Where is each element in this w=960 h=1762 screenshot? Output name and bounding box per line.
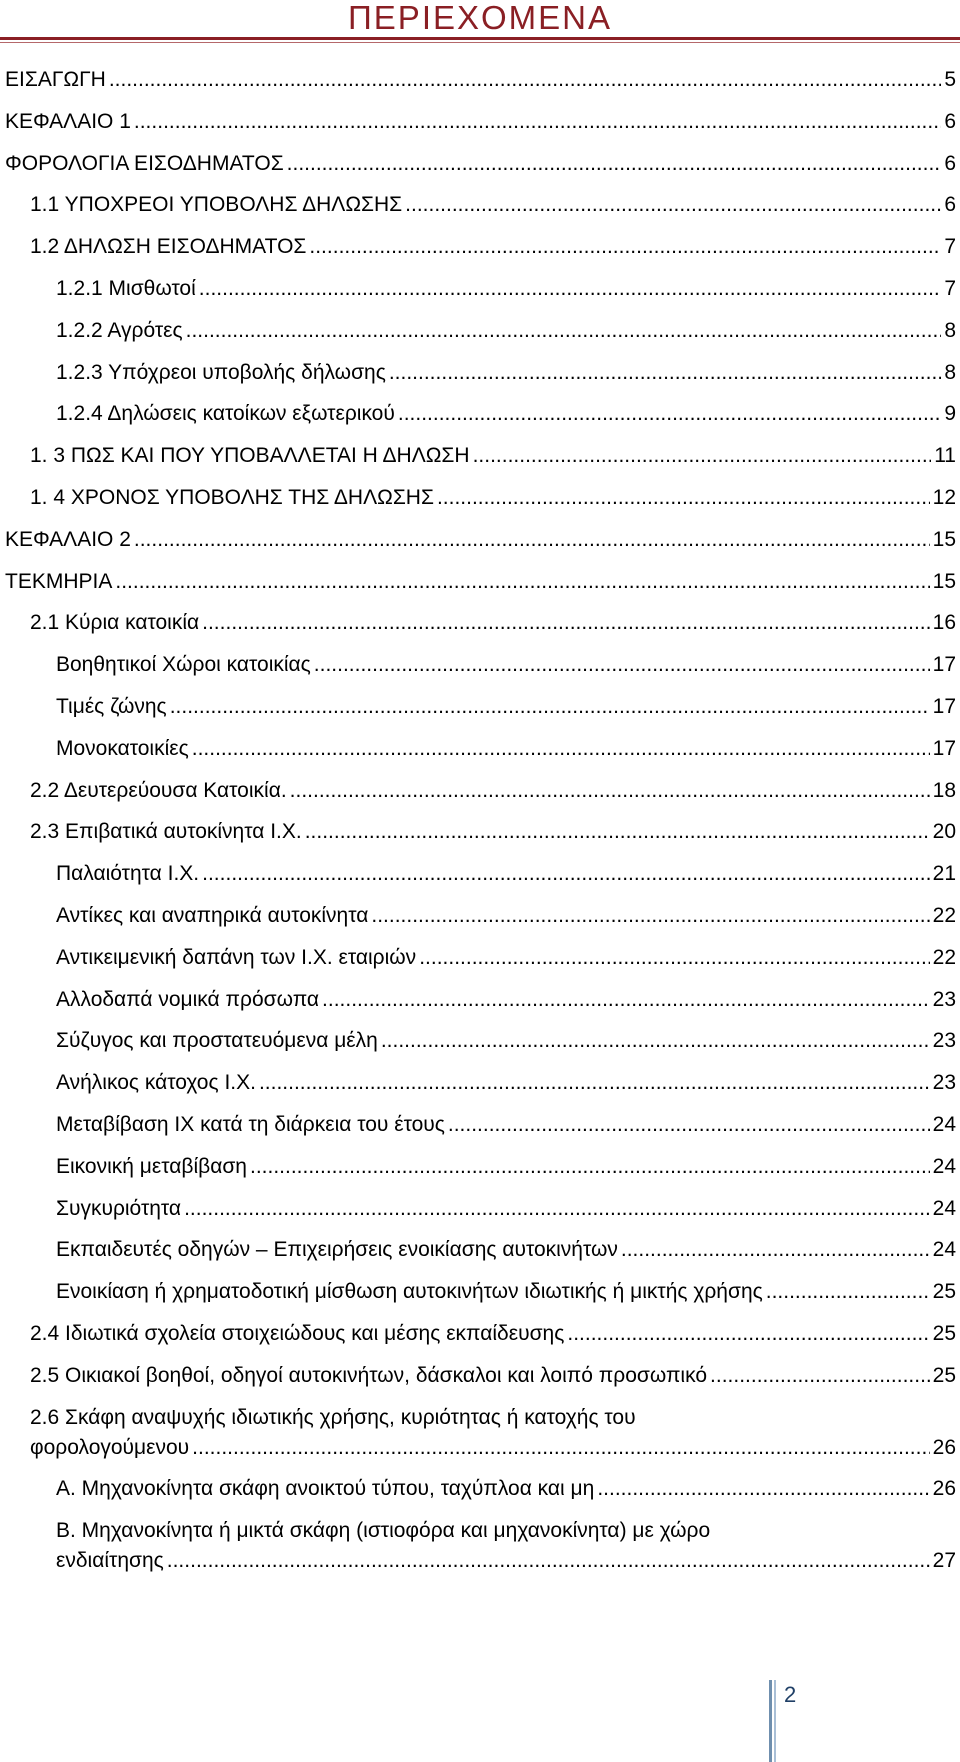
toc-entry-text: 2.2 Δευτερεύουσα Κατοικία. bbox=[30, 778, 287, 802]
dot-leader bbox=[405, 190, 941, 220]
toc-entry-page: 23 bbox=[932, 987, 956, 1011]
toc-entry[interactable] bbox=[5, 1152, 956, 1182]
toc-entry[interactable] bbox=[5, 1516, 956, 1576]
title-underline-thin bbox=[0, 42, 960, 43]
dot-leader bbox=[309, 232, 941, 262]
toc-entry-text: ΚΕΦΑΛΑΙΟ 2 bbox=[5, 527, 131, 551]
toc-entry-text: Τιμές ζώνης bbox=[56, 694, 167, 718]
toc-entry-page: 25 bbox=[932, 1321, 956, 1345]
toc-entry[interactable] bbox=[5, 1403, 956, 1463]
dot-leader bbox=[398, 399, 941, 429]
toc-entry[interactable] bbox=[5, 859, 956, 889]
dot-leader bbox=[437, 483, 930, 513]
table-of-contents bbox=[5, 65, 956, 1588]
toc-entry-page: 7 bbox=[944, 276, 956, 300]
toc-entry[interactable] bbox=[5, 776, 956, 806]
toc-entry-text: Αντικειμενική δαπάνη των Ι.Χ. εταιριών bbox=[56, 945, 417, 969]
toc-entry-page: 15 bbox=[932, 569, 956, 593]
dot-leader bbox=[766, 1277, 930, 1307]
toc-entry-page: 5 bbox=[944, 68, 956, 91]
toc-title: ΠΕΡΙΕΧΟΜΕΝΑ bbox=[347, 0, 613, 36]
dot-leader bbox=[186, 316, 942, 346]
toc-entry[interactable] bbox=[5, 1110, 956, 1140]
dot-leader bbox=[419, 943, 929, 973]
toc-entry-page: 8 bbox=[944, 318, 956, 342]
toc-entry-page: 20 bbox=[932, 820, 956, 844]
toc-entry[interactable] bbox=[5, 943, 956, 973]
toc-entry[interactable] bbox=[5, 1068, 956, 1098]
toc-entry-text: Α. Μηχανοκίνητα σκάφη ανοικτού τύπου, ταχύπλοα και μη bbox=[56, 1477, 595, 1501]
toc-entry-text: ΕΙΣΑΓΩΓΗ bbox=[5, 68, 106, 91]
toc-entry[interactable] bbox=[5, 817, 956, 847]
toc-entry-text: 2.1 Κύρια κατοικία bbox=[30, 611, 200, 635]
toc-entry[interactable] bbox=[5, 650, 956, 680]
toc-entry-page: 24 bbox=[932, 1154, 956, 1178]
toc-entry-text: 1. 4 ΧΡΟΝΟΣ ΥΠΟΒΟΛΗΣ ΤΗΣ ΔΗΛΩΣΗΣ bbox=[30, 485, 434, 509]
dot-leader bbox=[134, 107, 941, 137]
toc-entry-page: 25 bbox=[932, 1280, 956, 1304]
dot-leader bbox=[199, 274, 942, 304]
toc-entry-text: 2.4 Ιδιωτικά σχολεία στοιχειώδους και μέσης εκπαίδευσης bbox=[30, 1321, 565, 1345]
toc-entry-page: 27 bbox=[932, 1549, 956, 1573]
footer-bar bbox=[769, 1680, 772, 1762]
toc-entry-page: 6 bbox=[944, 109, 956, 133]
dot-leader bbox=[192, 1433, 929, 1463]
dot-leader bbox=[192, 734, 930, 764]
toc-entry-page: 18 bbox=[932, 778, 956, 802]
dot-leader bbox=[305, 817, 930, 847]
toc-entry[interactable] bbox=[5, 1361, 956, 1391]
toc-entry[interactable] bbox=[5, 399, 956, 429]
toc-entry-page: 11 bbox=[934, 444, 956, 468]
toc-entry-text: Μονοκατοικίες bbox=[56, 736, 189, 760]
dot-leader bbox=[109, 65, 941, 95]
toc-entry[interactable] bbox=[5, 901, 956, 931]
toc-entry-text-continued: φορολογούμενου bbox=[30, 1435, 190, 1459]
toc-entry-text: Συγκυριότητα bbox=[56, 1196, 182, 1220]
toc-entry[interactable] bbox=[5, 1235, 956, 1265]
toc-entry-text: Ενοικίαση ή χρηματοδοτική μίσθωση αυτοκινήτων ιδιωτικής ή μικτής χρήσης bbox=[56, 1280, 763, 1304]
toc-entry-text: 1.2.1 Μισθωτοί bbox=[56, 276, 196, 300]
dot-leader bbox=[597, 1474, 929, 1504]
toc-entry[interactable] bbox=[5, 358, 956, 388]
title-underline bbox=[0, 37, 960, 40]
toc-entry-page: 15 bbox=[932, 527, 956, 551]
toc-entry-text: Σύζυγος και προστατευόμενα μέλη bbox=[56, 1029, 378, 1053]
toc-entry[interactable] bbox=[5, 608, 956, 638]
toc-entry-text: 1.2.3 Υπόχρεοι υποβολής δήλωσης bbox=[56, 360, 386, 384]
dot-leader bbox=[371, 901, 929, 931]
dot-leader bbox=[287, 149, 942, 179]
toc-entry[interactable] bbox=[5, 734, 956, 764]
dot-leader bbox=[134, 525, 930, 555]
toc-entry-text: Παλαιότητα Ι.Χ. bbox=[56, 862, 200, 886]
dot-leader bbox=[115, 567, 929, 597]
toc-entry-text: Μεταβίβαση ΙΧ κατά τη διάρκεια του έτους bbox=[56, 1112, 445, 1136]
toc-entry-text: 2.5 Οικιακοί βοηθοί, οδηγοί αυτοκινήτων, δάσκαλοι και λοιπό προσωπικό bbox=[30, 1363, 708, 1387]
dot-leader bbox=[167, 1546, 930, 1576]
toc-entry[interactable] bbox=[5, 316, 956, 346]
toc-entry[interactable] bbox=[5, 1026, 956, 1056]
toc-entry-page: 24 bbox=[932, 1196, 956, 1220]
toc-entry-page: 9 bbox=[944, 402, 956, 426]
dot-leader bbox=[259, 1068, 930, 1098]
dot-leader bbox=[322, 985, 930, 1015]
toc-entry-text: 1.2.2 Αγρότες bbox=[56, 318, 183, 342]
toc-entry-text: Ανήλικος κάτοχος Ι.Χ. bbox=[56, 1071, 256, 1095]
toc-entry-page: 22 bbox=[932, 903, 956, 927]
toc-entry-page: 6 bbox=[944, 193, 956, 217]
toc-entry-page: 12 bbox=[932, 485, 956, 509]
toc-entry-text-continued: ενδιαίτησης bbox=[56, 1549, 164, 1573]
toc-entry-text: ΚΕΦΑΛΑΙΟ 1 bbox=[5, 109, 131, 133]
toc-entry-page: 17 bbox=[932, 653, 956, 677]
toc-entry-page: 25 bbox=[932, 1363, 956, 1387]
toc-entry-text: Αλλοδαπά νομικά πρόσωπα bbox=[56, 987, 320, 1011]
toc-entry-text: 1.2.4 Δηλώσεις κατοίκων εξωτερικού bbox=[56, 402, 395, 426]
toc-entry-text: 2.6 Σκάφη αναψυχής ιδιωτικής χρήσης, κυριότητας ή κατοχής του bbox=[30, 1405, 636, 1429]
page-number: 2 bbox=[784, 1682, 797, 1707]
footer-bar-light bbox=[774, 1680, 776, 1762]
dot-leader bbox=[202, 859, 930, 889]
toc-entry[interactable] bbox=[5, 149, 956, 179]
toc-entry-page: 17 bbox=[932, 736, 956, 760]
dot-leader bbox=[202, 608, 930, 638]
toc-entry-continuation bbox=[30, 1433, 956, 1463]
dot-leader bbox=[567, 1319, 929, 1349]
dot-leader bbox=[381, 1026, 930, 1056]
toc-entry-page: 17 bbox=[932, 694, 956, 718]
toc-entry-text: Εικονική μεταβίβαση bbox=[56, 1154, 247, 1178]
toc-entry-text: Εκπαιδευτές οδηγών – Επιχειρήσεις ενοικίασης αυτοκινήτων bbox=[56, 1238, 618, 1262]
toc-entry-page: 8 bbox=[944, 360, 956, 384]
dot-leader bbox=[290, 776, 930, 806]
toc-entry[interactable] bbox=[5, 190, 956, 220]
dot-leader bbox=[473, 441, 932, 471]
toc-entry[interactable] bbox=[5, 483, 956, 513]
toc-entry-page: 24 bbox=[932, 1112, 956, 1136]
toc-entry-text: 1. 3 ΠΩΣ ΚΑΙ ΠΟΥ ΥΠΟΒΑΛΛΕΤΑΙ Η ΔΗΛΩΣΗ bbox=[30, 444, 470, 468]
toc-entry-page: 23 bbox=[932, 1029, 956, 1053]
toc-entry[interactable] bbox=[5, 1474, 956, 1504]
toc-entry-text: ΤΕΚΜΗΡΙΑ bbox=[5, 569, 113, 593]
toc-entry[interactable] bbox=[5, 441, 956, 471]
dot-leader bbox=[170, 692, 930, 722]
toc-entry-text: 1.1 ΥΠΟΧΡΕΟΙ ΥΠΟΒΟΛΗΣ ΔΗΛΩΣΗΣ bbox=[30, 193, 403, 217]
toc-entry[interactable] bbox=[5, 1194, 956, 1224]
toc-entry-text: 1.2 ΔΗΛΩΣΗ ΕΙΣΟΔΗΜΑΤΟΣ bbox=[30, 235, 307, 259]
dot-leader bbox=[184, 1194, 930, 1224]
toc-entry-page: 6 bbox=[944, 151, 956, 175]
toc-entry[interactable] bbox=[5, 1319, 956, 1349]
toc-entry-page: 21 bbox=[932, 862, 956, 886]
toc-entry-text: Βοηθητικοί Χώροι κατοικίας bbox=[56, 653, 311, 677]
dot-leader bbox=[389, 358, 941, 388]
toc-entry-page: 23 bbox=[932, 1071, 956, 1095]
toc-entry-text: ΦΟΡΟΛΟΓΙΑ ΕΙΣΟΔΗΜΑΤΟΣ bbox=[5, 151, 284, 175]
dot-leader bbox=[314, 650, 930, 680]
toc-entry-page: 7 bbox=[944, 235, 956, 259]
toc-entry[interactable] bbox=[5, 692, 956, 722]
toc-entry[interactable] bbox=[5, 525, 956, 555]
toc-entry-page: 24 bbox=[932, 1238, 956, 1262]
toc-entry[interactable] bbox=[5, 1277, 956, 1307]
dot-leader bbox=[710, 1361, 930, 1391]
toc-entry[interactable] bbox=[5, 567, 956, 597]
toc-entry-text: 2.3 Επιβατικά αυτοκίνητα Ι.Χ. bbox=[30, 820, 302, 844]
toc-entry-text: Αντίκες και αναπηρικά αυτοκίνητα bbox=[56, 903, 369, 927]
toc-entry[interactable] bbox=[5, 65, 956, 95]
toc-entry[interactable] bbox=[5, 274, 956, 304]
toc-entry-continuation bbox=[56, 1546, 956, 1576]
toc-entry-page: 26 bbox=[932, 1477, 956, 1501]
toc-entry-page: 26 bbox=[932, 1435, 956, 1459]
toc-entry[interactable] bbox=[5, 232, 956, 262]
toc-entry-text: Β. Μηχανοκίνητα ή μικτά σκάφη (ιστιοφόρα και μηχανοκίνητα) με χώρο bbox=[56, 1519, 711, 1543]
dot-leader bbox=[448, 1110, 930, 1140]
toc-entry[interactable] bbox=[5, 985, 956, 1015]
dot-leader bbox=[250, 1152, 930, 1182]
dot-leader bbox=[621, 1235, 930, 1265]
toc-entry-page: 16 bbox=[932, 611, 956, 635]
toc-entry[interactable] bbox=[5, 107, 956, 137]
toc-entry-page: 22 bbox=[932, 945, 956, 969]
